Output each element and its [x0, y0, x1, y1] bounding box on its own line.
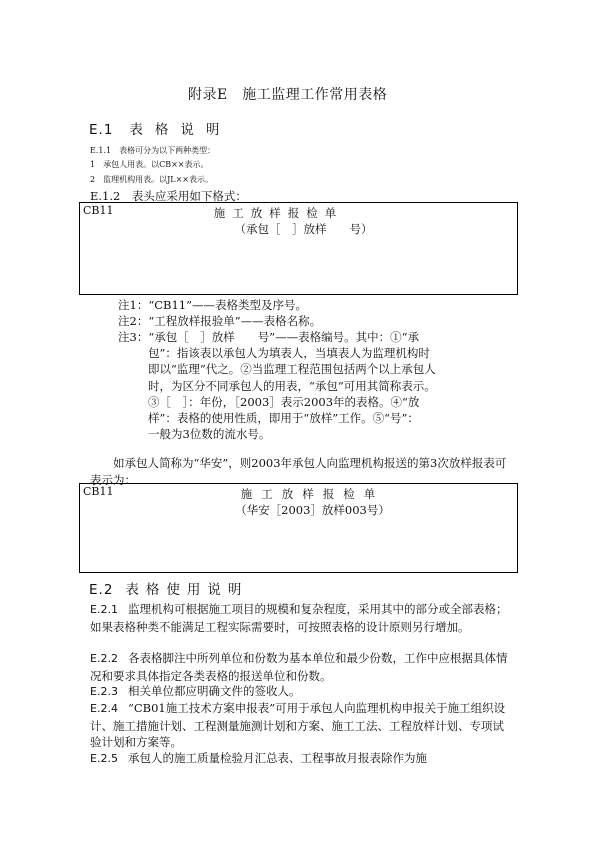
clause-number: E.2.5 — [90, 752, 118, 765]
clause-number: E.2.4 — [90, 702, 118, 715]
clause-number: E.2.3 — [90, 685, 118, 698]
section-heading-e2 — [89, 578, 248, 598]
intro-line: 1 承包人用表。以CB××表示。 — [90, 160, 209, 169]
table-header-sample-box — [79, 483, 518, 573]
section-number: E.2 — [89, 582, 114, 598]
note-3-lead: 注3：“承包［ ］放样 号”——表格编号。其中：①“承 — [118, 330, 419, 344]
note-3-line: ③［ ］：年份，［2003］表示2003年的表格。④“放 — [148, 394, 420, 409]
form-code: CB11 — [83, 485, 114, 498]
page-title: 附录E 施工监理工作常用表格 — [188, 87, 388, 103]
intro-line: E.1.2 表头应采用如下格式： — [90, 189, 247, 203]
section-title: 表格说明 — [129, 122, 232, 138]
note-3-line: 一般为3位数的流水号。 — [148, 427, 271, 442]
intro-line: 2 监理机构用表。以JL××表示。 — [90, 175, 214, 184]
table-header-example-box — [79, 202, 518, 295]
clause-number: E.2.1 — [90, 603, 118, 616]
clause-text: 相关单位都应明确文件的签收人。 — [127, 684, 301, 698]
note-2: 注2：“工程放样报验单”——表格名称。 — [118, 314, 322, 328]
note-3-line: 时，为区分不同承包人的用表，“承包”可用其简称表示。 — [148, 378, 436, 393]
note-3-line: 包”：指该表以承包人为填表人，当填表人为监理机构时 — [148, 346, 430, 361]
section-title: 表格使用说明 — [125, 582, 249, 598]
clause-e2-1 — [90, 601, 510, 635]
form-code: CB11 — [83, 204, 114, 217]
clause-number: E.2.2 — [90, 652, 118, 665]
clause-e2-2 — [90, 650, 510, 684]
form-title: 施工放样报检单 — [213, 206, 344, 220]
clause-text: 监理机构可根据施工项目的规模和复杂程度，采用其中的部分或全部表格；如果表格种类不能满足工程实际需要时，可按照表格的设计原则另行增加。 — [90, 602, 508, 634]
clause-text: 承包人的施工质量检验月汇总表、工程事故月报表除作为施 — [127, 751, 427, 765]
clause-text: 各表格脚注中所列单位和份数为基本单位和最少份数，工作中应根据具体情况和要求具体指定各类表格的报送单位和份数。 — [90, 651, 508, 683]
intro-line: E.1.1 表格可分为以下两种类型： — [90, 146, 216, 155]
note-1: 注1：“CB11”——表格类型及序号。 — [118, 298, 307, 312]
section-number: E.1 — [89, 122, 114, 138]
clause-text: “CB01施工技术方案申报表”可用于承包人向监理机构申报关于施工组织设计、施工措施计划、工程测量施测计划和方案、施工工法、工程放样计划、专项试验计划和方案等。 — [90, 701, 506, 750]
form-title: 施工放样报检单 — [240, 487, 385, 501]
note-3-line: 样”：表格的使用性质，即用于“放样”工作。⑤“号”： — [148, 411, 419, 426]
note-3 — [118, 329, 508, 442]
clause-e2-5 — [90, 750, 510, 768]
form-number: （承包［ ］放样 号） — [234, 222, 373, 236]
note-3-line: 即以“监理”代之。②当监理工程范围包括两个以上承包人 — [148, 362, 436, 377]
clause-e2-4 — [90, 700, 510, 751]
form-number: （华安［2003］放样003号） — [235, 503, 390, 517]
section-heading-e1 — [89, 118, 231, 138]
example-paragraph: 如承包人简称为“华安”，则2003年承包人向监理机构报送的第3次放样报表可表示为： — [90, 456, 507, 487]
clause-e2-3 — [90, 683, 510, 701]
